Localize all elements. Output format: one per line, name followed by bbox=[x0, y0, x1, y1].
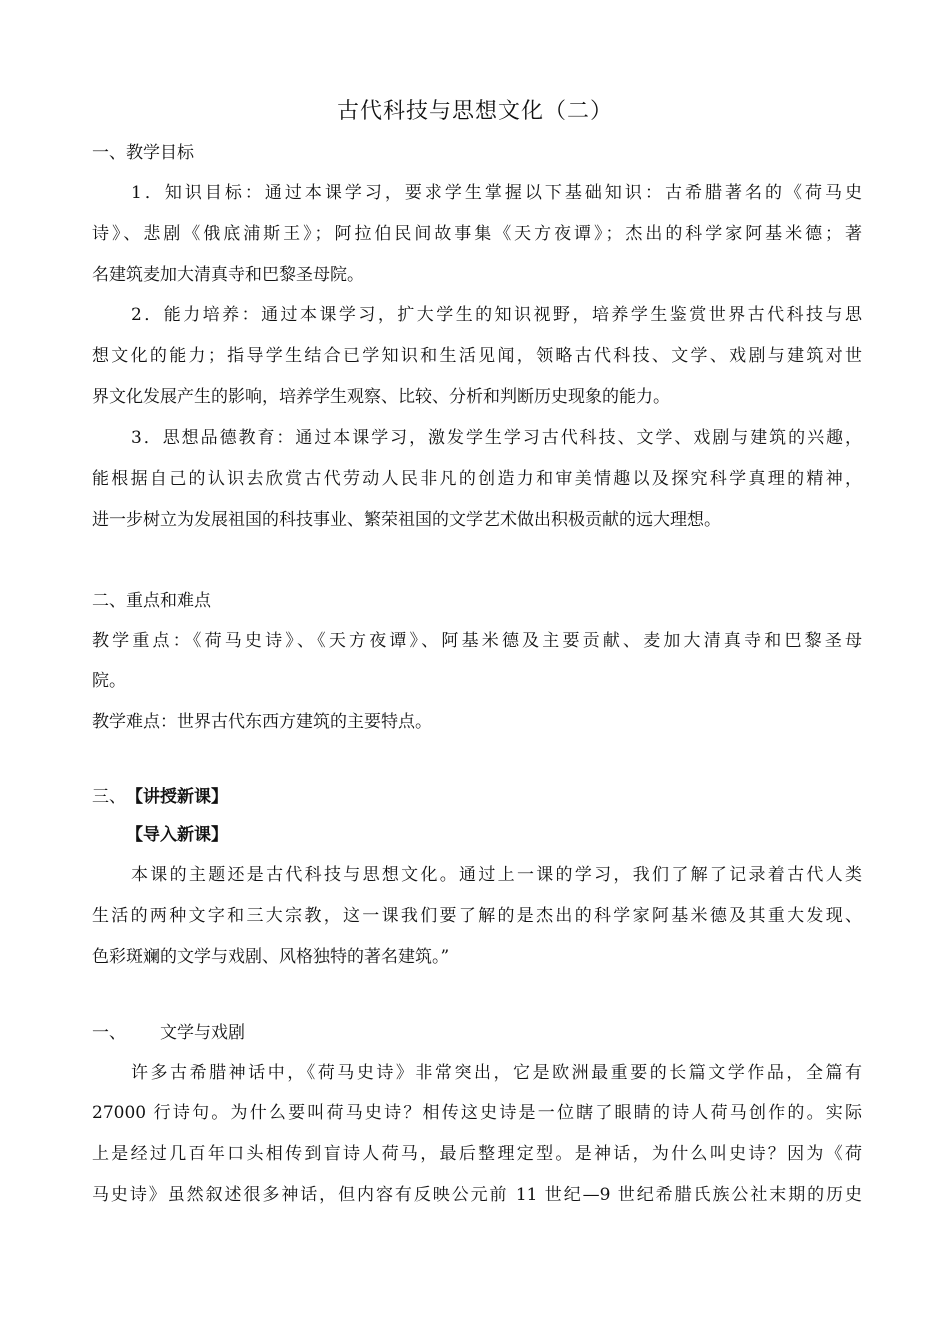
body-line: 马史诗》虽然叙述很多神话，但内容有反映公元前 11 世纪—9 世纪希腊氏族公社末期的历史 bbox=[92, 1185, 862, 1205]
paragraph-line: 能根据自己的认识去欣赏古代劳动人民非凡的创造力和审美情趣以及探究科学真理的精神， bbox=[92, 469, 862, 489]
paragraph-line: 2．能力培养：通过本课学习，扩大学生的知识视野，培养学生鉴赏世界古代科技与思 bbox=[131, 305, 862, 325]
document-title: 古代科技与思想文化（二） bbox=[336, 99, 613, 124]
focus-line: 教学重点：《荷马史诗》、《天方夜谭》、阿基米德及主要贡献、麦加大清真寺和巴黎圣母 bbox=[92, 631, 862, 651]
intro-heading: 【导入新课】 bbox=[126, 825, 228, 845]
subsection-number: 一、 bbox=[92, 1023, 126, 1043]
body-line: 上是经过几百年口头相传到盲诗人荷马，最后整理定型。是神话，为什么叫史诗？因为《荷 bbox=[92, 1144, 862, 1164]
section-heading-objectives: 一、教学目标 bbox=[92, 143, 194, 163]
paragraph-line: 进一步树立为发展祖国的科技事业、繁荣祖国的文学艺术做出积极贡献的远大理想。 bbox=[92, 510, 721, 530]
paragraph-line: 名建筑麦加大清真寺和巴黎圣母院。 bbox=[92, 265, 364, 285]
paragraph-line: 1．知识目标：通过本课学习，要求学生掌握以下基础知识：古希腊著名的《荷马史 bbox=[131, 183, 862, 203]
section-heading-new-lesson: 【讲授新课】 bbox=[126, 787, 228, 807]
paragraph-line: 想文化的能力；指导学生结合已学知识和生活见闻，领略古代科技、文学、戏剧与建筑对世 bbox=[92, 346, 862, 366]
paragraph-line: 3．思想品德教育：通过本课学习，激发学生学习古代科技、文学、戏剧与建筑的兴趣， bbox=[131, 428, 862, 448]
difficulty-line: 教学难点：世界古代东西方建筑的主要特点。 bbox=[92, 712, 432, 732]
intro-line: 生活的两种文字和三大宗教，这一课我们要了解的是杰出的科学家阿基米德及其重大发现、 bbox=[92, 906, 862, 926]
intro-line: 色彩斑斓的文学与戏剧、风格独特的著名建筑。” bbox=[92, 947, 450, 967]
section-heading-focus: 二、重点和难点 bbox=[92, 591, 211, 611]
paragraph-line: 界文化发展产生的影响，培养学生观察、比较、分析和判断历史现象的能力。 bbox=[92, 387, 670, 407]
section-number: 三、 bbox=[92, 787, 126, 807]
body-line: 许多古希腊神话中，《荷马史诗》非常突出，它是欧洲最重要的长篇文学作品，全篇有 bbox=[131, 1063, 862, 1083]
intro-line: 本课的主题还是古代科技与思想文化。通过上一课的学习，我们了解了记录着古代人类 bbox=[131, 865, 862, 885]
subsection-title: 文学与戏剧 bbox=[160, 1023, 245, 1043]
paragraph-line: 诗》、悲剧《俄底浦斯王》；阿拉伯民间故事集《天方夜谭》；杰出的科学家阿基米德；著 bbox=[92, 224, 862, 244]
focus-line: 院。 bbox=[92, 671, 126, 691]
body-line: 27000 行诗句。为什么要叫荷马史诗？相传这史诗是一位瞎了眼睛的诗人荷马创作的。实际 bbox=[92, 1103, 862, 1123]
